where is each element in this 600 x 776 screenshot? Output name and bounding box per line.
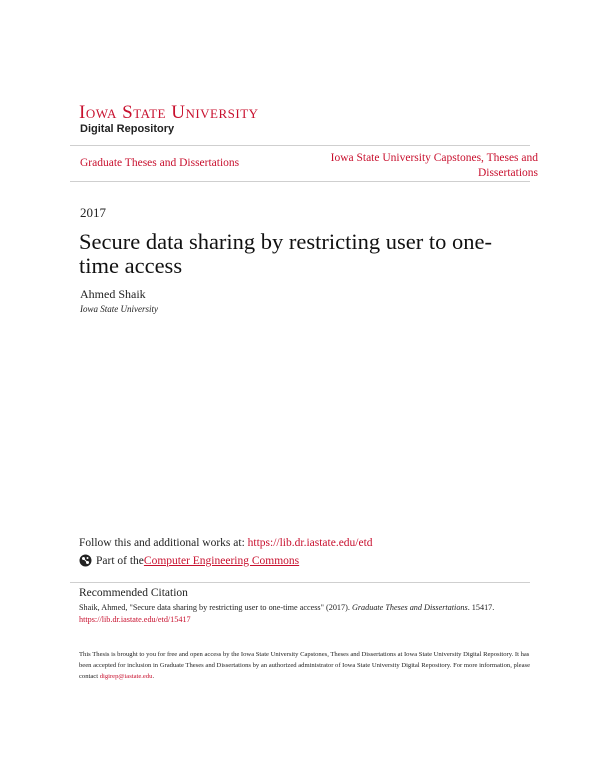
citation-heading: Recommended Citation: [79, 587, 188, 599]
publication-year: 2017: [80, 205, 106, 220]
etd-url-link[interactable]: https://lib.dr.iastate.edu/etd: [247, 537, 373, 549]
repository-logo-subtitle: Digital Repository: [80, 123, 175, 135]
open-access-notice: [79, 649, 539, 682]
graduate-theses-link[interactable]: Graduate Theses and Dissertations: [80, 157, 240, 169]
author-affiliation: Iowa State University: [80, 304, 158, 314]
top-divider: [70, 145, 530, 146]
notice-text: This Thesis is brought to you for free and open access by the Iowa State University Capstones, Theses and Dissertations at Iowa State University Digital Repository. It has been accepted for inclusion in Graduate Theses and Dissertations by an authorized administrator of Iowa State University Digital Repository. For more information, please contact: [79, 651, 530, 680]
follow-prefix: Follow this and additional works at:: [79, 537, 248, 549]
follow-works-line: [79, 537, 373, 549]
commons-network-icon: [79, 554, 92, 567]
part-of-line: [79, 554, 299, 567]
citation-url-link[interactable]: https://lib.dr.iastate.edu/etd/15417: [79, 615, 191, 624]
series-divider: [70, 181, 530, 182]
part-of-prefix: Part of the: [96, 554, 144, 567]
document-title: Secure data sharing by restricting user to one-time access: [79, 229, 492, 278]
capstones-collection-link[interactable]: Iowa State University Capstones, Theses and Dissertations: [330, 152, 538, 179]
citation-series: Graduate Theses and Dissertations: [351, 603, 468, 612]
citation-divider: [70, 582, 530, 583]
university-logo-title: Iowa State University: [79, 102, 259, 123]
author-name: Ahmed Shaik: [80, 287, 146, 301]
citation-body: [79, 602, 539, 626]
notice-tail: .: [152, 673, 155, 680]
citation-text: Shaik, Ahmed, "Secure data sharing by restricting user to one-time access" (2017).: [79, 603, 352, 612]
contact-email-link[interactable]: digirep@iastate.edu: [99, 673, 153, 680]
citation-number: . 15417.: [467, 603, 495, 612]
computer-engineering-commons-link[interactable]: Computer Engineering Commons: [143, 554, 300, 567]
